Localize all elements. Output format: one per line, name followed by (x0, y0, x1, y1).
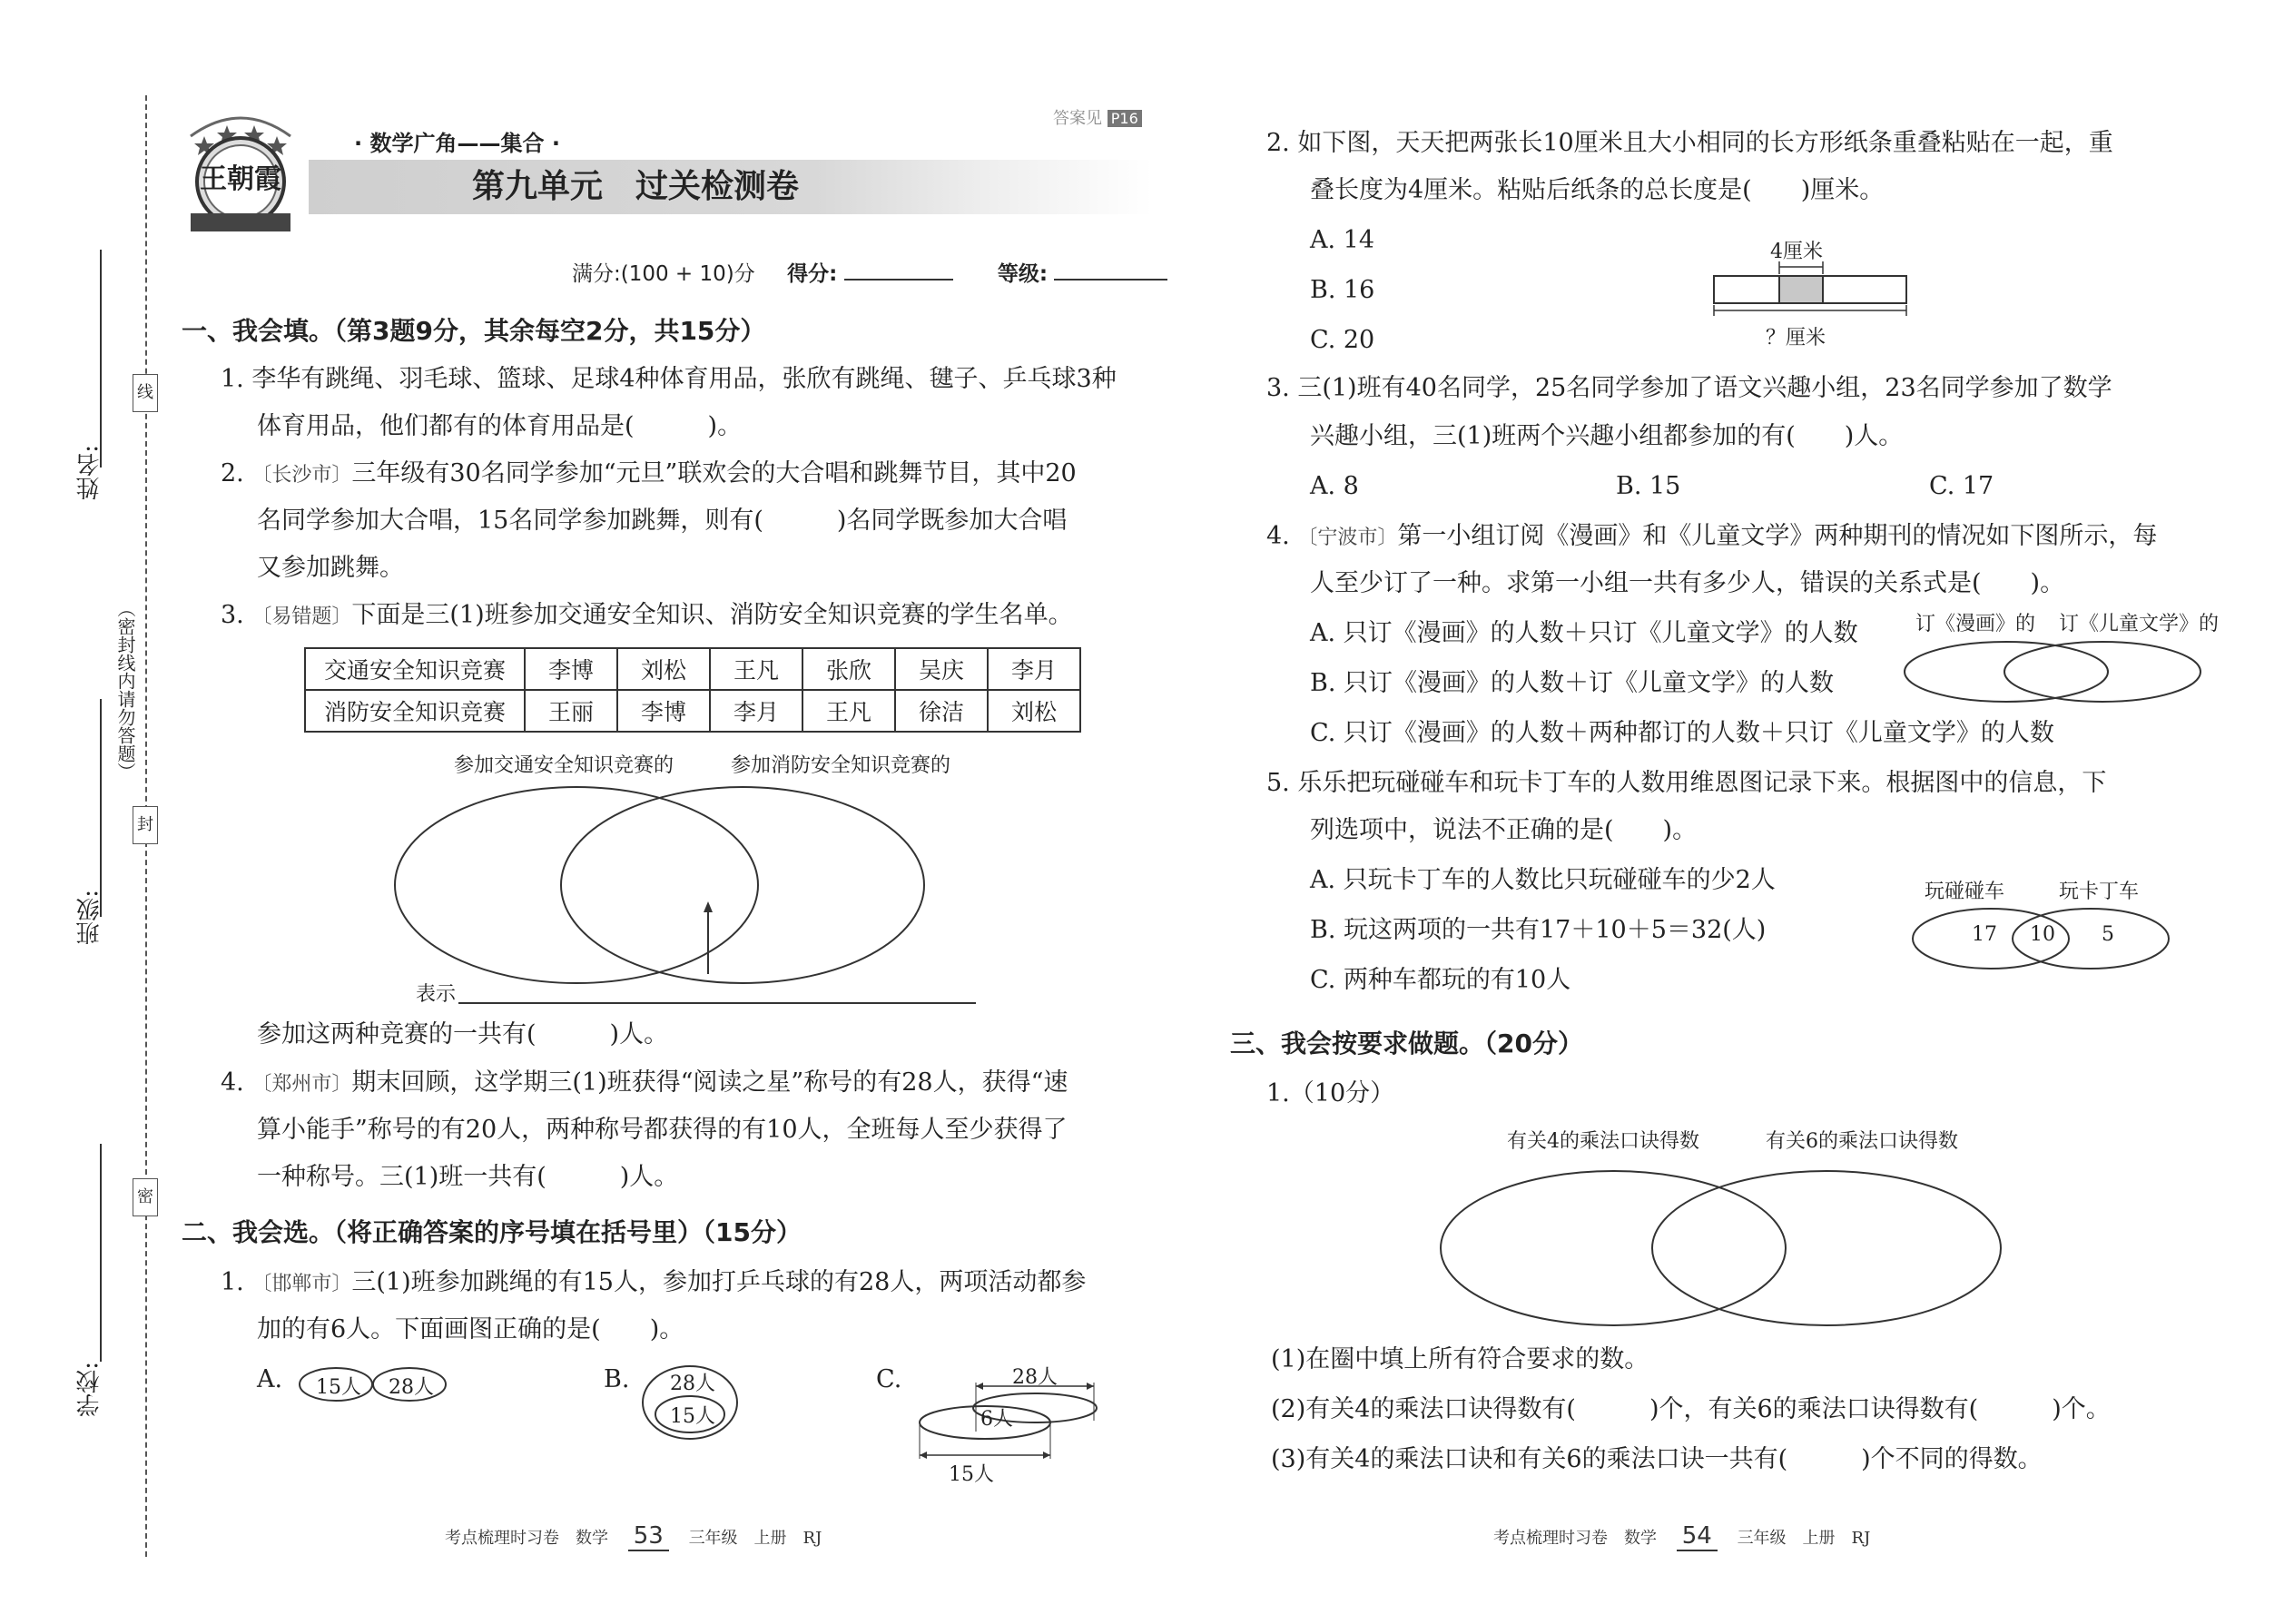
r-q4-option-c: C. 只订《漫画》的人数＋两种都订的人数＋只订《儿童文学》的人数 (1310, 719, 2054, 747)
strip-overlap (1779, 276, 1823, 303)
r-q2-line1: 2. 如下图，天天把两张长10厘米且大小相同的长方形纸条重叠粘贴在一起，重 (1266, 129, 2113, 157)
option-c-bottom-value: 15人 (949, 1463, 994, 1486)
page-title: 第九单元 过关检测卷 (472, 168, 800, 205)
s3-venn-diagram[interactable] (1434, 1162, 2070, 1334)
table-row (305, 648, 1080, 690)
table-cell: 吴庆 (895, 648, 988, 690)
s2q1-line1-text: 三(1)班参加跳绳的有15人，参加打乒乓球的有28人，两项活动都参 (351, 1268, 1087, 1296)
q3-represent-label: 表示 (416, 983, 457, 1006)
option-b-outer-value: 28人 (670, 1373, 715, 1395)
r-q4-venn-diagram[interactable] (1897, 635, 2206, 708)
r-q5-line1: 5. 乐乐把玩碰碰车和玩卡丁车的人数用维恩图记录下来。根据图中的信息，下 (1266, 769, 2107, 797)
strip-bottom-label: ？厘米 (1766, 327, 1826, 349)
score-input[interactable] (844, 261, 953, 281)
answer-ref-label: 答案见 (1053, 109, 1102, 128)
table-row (305, 690, 1080, 732)
score-row (572, 257, 1167, 287)
table-cell: 李博 (617, 690, 710, 732)
class-label: 班级: (76, 890, 103, 945)
table-cell: 李博 (525, 648, 617, 690)
venn-circle-comics (1905, 642, 2108, 702)
r-q3-line1: 3. 三(1)班有40名同学，25名同学参加了语文兴趣小组，23名同学参加了数学 (1266, 374, 2112, 402)
option-c-mid-value: 6人 (980, 1408, 1013, 1431)
q2-tag: 〔长沙市〕 (251, 464, 352, 487)
venn-circle-literature (2004, 642, 2200, 702)
r-q5-option-a: A. 只玩卡丁车的人数比只玩碰碰车的少2人 (1310, 866, 1776, 894)
q3-venn-label-left: 参加交通安全知识竞赛的 (454, 754, 674, 777)
option-a-left-value: 15人 (316, 1376, 361, 1399)
q3-tag: 〔易错题〕 (251, 605, 352, 628)
q4-tag: 〔郑州市〕 (251, 1073, 352, 1096)
section1-heading: 一、我会填。（第3题9分，其余每空2分，共15分） (182, 316, 766, 346)
option-a-right-value: 28人 (389, 1376, 434, 1399)
venn-arrow-head (704, 901, 713, 912)
competition-table (304, 647, 1081, 733)
r-q2-option-b: B. 16 (1310, 276, 1375, 304)
right-page-number: 54 (1677, 1522, 1718, 1551)
r-q2-option-a: A. 14 (1310, 226, 1375, 254)
option-b-label: B. (604, 1365, 630, 1393)
table-row-label: 交通安全知识竞赛 (305, 648, 525, 690)
left-page-number: 53 (628, 1522, 669, 1551)
q3-line: 3. 〔易错题〕下面是三(1)班参加交通安全知识、消防安全知识竞赛的学生名单。 (221, 601, 1073, 629)
r-q4-line2: 人至少订了一种。求第一小组一共有多少人，错误的关系式是( )。 (1310, 569, 2065, 597)
table-cell: 刘松 (617, 648, 710, 690)
s2q1-line2: 加的有6人。下面画图正确的是( )。 (257, 1315, 684, 1343)
binding-notice: （密封线内请勿答题） (114, 599, 136, 781)
r-q3-line2: 兴趣小组，三(1)班两个兴趣小组都参加的有( )人。 (1310, 422, 1904, 450)
brand-logo (172, 100, 309, 236)
q4-line2: 算小能手”称号的有20人，两种称号都获得的有10人，全班每人至少获得了 (257, 1116, 1068, 1144)
s2q1-line1: 1. 〔邯郸市〕三(1)班参加跳绳的有15人，参加打乒乓球的有28人，两项活动都参 (221, 1268, 1087, 1296)
unit-topic: · 数学广角——集合 · (354, 131, 560, 156)
q2-line3: 又参加跳舞。 (257, 554, 404, 582)
r-q2-line2: 叠长度为4厘米。粘贴后纸条的总长度是( )厘米。 (1310, 176, 1885, 204)
table-cell: 李月 (710, 690, 802, 732)
answer-page-badge: P16 (1108, 110, 1142, 127)
school-label: 学校: (76, 1362, 103, 1417)
section2-heading: 二、我会选。（将正确答案的序号填在括号里）（15分） (182, 1217, 802, 1247)
table-cell: 徐洁 (895, 690, 988, 732)
s3-part3: (3)有关4的乘法口诀和有关6的乘法口诀一共有( )个不同的得数。 (1271, 1445, 2043, 1473)
option-a-label: A. (257, 1365, 283, 1393)
r-q3-option-a: A. 8 (1310, 472, 1359, 500)
q4-line1-text: 期末回顾，这学期三(1)班获得“阅读之星”称号的有28人，获得“速 (351, 1068, 1068, 1097)
r-q5-line2: 列选项中，说法不正确的是( )。 (1310, 816, 1698, 844)
binding-mark-mid: 封 (133, 806, 158, 844)
s3-part2: (2)有关4的乘法口诀得数有( )个，有关6的乘法口诀得数有( )个。 (1271, 1395, 2111, 1423)
q3-total: 参加这两种竞赛的一共有( )人。 (257, 1020, 669, 1048)
table-cell: 王凡 (802, 690, 895, 732)
right-footer (1493, 1522, 1870, 1550)
q4-line3: 一种称号。三(1)班一共有( )人。 (257, 1163, 679, 1191)
brand-text: 王朝霞 (200, 163, 281, 195)
s3q1-label: 1.（10分） (1266, 1079, 1395, 1107)
option-c-label: C. (876, 1365, 902, 1393)
r-q5-value-left: 17 (1972, 923, 1997, 946)
r-q4-venn-left-label: 订《漫画》的 (1915, 613, 2036, 635)
q2-line1-text: 三年级有30名同学参加“元旦”联欢会的大合唱和跳舞节目，其中20 (351, 459, 1077, 487)
table-cell: 李月 (988, 648, 1080, 690)
left-footer-grade: 三年级 上册 RJ (688, 1529, 822, 1548)
full-score: 满分:(100 + 10)分 (572, 262, 755, 286)
section3-heading: 三、我会按要求做题。（20分） (1230, 1029, 1583, 1058)
r-q5-value-mid: 10 (2030, 923, 2055, 946)
q1-line2: 体育用品，他们都有的体育用品是( )。 (257, 412, 743, 440)
c-top-arrow-head-right (1087, 1383, 1094, 1390)
r-q4-line1-text: 第一小组订阅《漫画》和《儿童文学》两种期刊的情况如下图所示，每 (1397, 522, 2158, 550)
r-q5-value-right: 5 (2102, 923, 2114, 946)
school-field-line[interactable] (100, 1144, 102, 1362)
q2-line1: 2. 〔长沙市〕三年级有30名同学参加“元旦”联欢会的大合唱和跳舞节目，其中20 (221, 459, 1077, 487)
venn-circle-traffic[interactable] (395, 787, 758, 983)
q1-line1: 1. 李华有跳绳、羽毛球、篮球、足球4种体育用品，张欣有跳绳、毽子、乒乓球3种 (221, 365, 1117, 393)
s2q1-tag: 〔邯郸市〕 (251, 1273, 352, 1295)
q3-text: 下面是三(1)班参加交通安全知识、消防安全知识竞赛的学生名单。 (351, 601, 1073, 629)
option-b-inner-value: 15人 (670, 1405, 715, 1428)
answer-ref (1053, 105, 1142, 129)
s3-venn-right-label: 有关6的乘法口诀得数 (1766, 1130, 1958, 1153)
left-footer-text: 考点梳理时习卷 数学 (445, 1529, 608, 1548)
binding-mark-bottom: 密 (133, 1178, 158, 1216)
table-cell: 王凡 (710, 648, 802, 690)
left-footer (445, 1522, 822, 1550)
r-q4-line1: 4. 〔宁波市〕第一小组订阅《漫画》和《儿童文学》两种期刊的情况如下图所示，每 (1266, 522, 2158, 550)
grade-label: 等级: (997, 262, 1049, 286)
name-label: 姓名: (76, 445, 103, 500)
r-q3-option-b: B. 15 (1616, 472, 1681, 500)
r-q2-option-c: C. 20 (1310, 326, 1375, 354)
q3-represent-line[interactable] (458, 1002, 976, 1004)
s3-venn-left-label: 有关4的乘法口诀得数 (1507, 1130, 1699, 1153)
grade-input[interactable] (1054, 261, 1167, 281)
right-footer-text: 考点梳理时习卷 数学 (1493, 1529, 1657, 1548)
strip-top-label: 4厘米 (1770, 241, 1823, 263)
q3-venn-diagram[interactable] (390, 776, 1026, 1012)
table-cell: 刘松 (988, 690, 1080, 732)
table-cell: 张欣 (802, 648, 895, 690)
venn-circle-four-table[interactable] (1441, 1171, 1786, 1325)
q3-venn-label-right: 参加消防安全知识竞赛的 (731, 754, 951, 777)
r-q5-option-c: C. 两种车都玩的有10人 (1310, 966, 1571, 994)
table-cell: 王丽 (525, 690, 617, 732)
name-field-line[interactable] (100, 250, 102, 468)
s3-part1: (1)在圈中填上所有符合要求的数。 (1271, 1345, 1649, 1373)
r-q3-option-c: C. 17 (1929, 472, 1994, 500)
r-q4-tag: 〔宁波市〕 (1297, 527, 1398, 549)
c-bottom-arrow-head-right (1043, 1452, 1050, 1459)
r-q4-option-b: B. 只订《漫画》的人数＋订《儿童文学》的人数 (1310, 669, 1835, 697)
venn-circle-six-table[interactable] (1652, 1171, 2001, 1325)
venn-circle-fire[interactable] (561, 787, 924, 983)
r-q4-venn-right-label: 订《儿童文学》的 (2059, 613, 2220, 635)
option-c-top-value: 28人 (1012, 1366, 1058, 1389)
class-field-line[interactable] (100, 699, 102, 917)
score-label: 得分: (787, 262, 838, 286)
table-row-label: 消防安全知识竞赛 (305, 690, 525, 732)
r-q5-venn-left-label: 玩碰碰车 (1925, 881, 2005, 903)
q2-line2: 名同学参加大合唱，15名同学参加跳舞，则有( )名同学既参加大合唱 (257, 507, 1068, 535)
r-q5-option-b: B. 玩这两项的一共有17＋10＋5＝32(人) (1310, 916, 1767, 944)
r-q4-option-a: A. 只订《漫画》的人数＋只订《儿童文学》的人数 (1310, 619, 1858, 647)
paper-strip-diagram[interactable] (1707, 254, 1925, 327)
c-bottom-arrow-head-left (920, 1452, 927, 1459)
c-top-arrow-head-left (976, 1383, 983, 1390)
q4-line1: 4. 〔郑州市〕期末回顾，这学期三(1)班获得“阅读之星”称号的有28人，获得“速 (221, 1068, 1068, 1097)
binding-mark-top: 线 (133, 374, 158, 412)
r-q5-venn-right-label: 玩卡丁车 (2059, 881, 2140, 903)
right-footer-grade: 三年级 上册 RJ (1737, 1529, 1871, 1548)
